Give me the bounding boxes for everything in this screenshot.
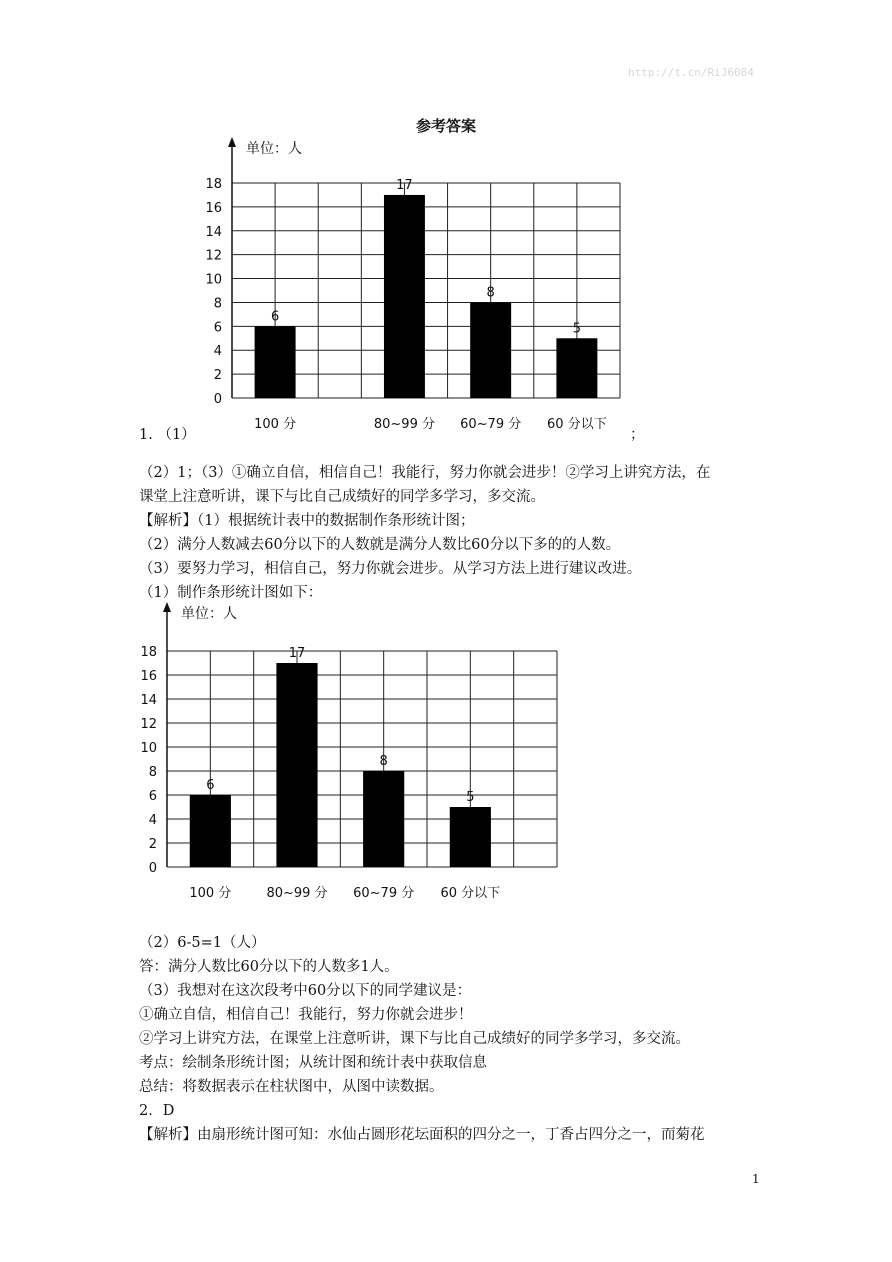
- analysis-line-4: （1）制作条形统计图如下：: [139, 585, 323, 601]
- category-label: 80~99 分: [373, 417, 435, 432]
- category-label: 100 分: [254, 417, 297, 432]
- y-tick-label: 0: [213, 392, 222, 407]
- bar: [255, 326, 296, 398]
- kaodian-line: 考点：绘制条形统计图；从统计图和统计表中获取信息: [139, 1055, 487, 1071]
- summary-line: 总结：将数据表示在柱状图中，从图中读数据。: [139, 1079, 444, 1095]
- solution-line-5: ②学习上讲究方法，在课堂上注意听讲，课下与比自己成绩好的同学多学习，多交流。: [139, 1031, 690, 1047]
- page-number: 1: [752, 1172, 760, 1186]
- y-tick-label: 4: [213, 344, 222, 360]
- analysis-line-1: 【解析】（1）根据统计表中的数据制作条形统计图；: [139, 513, 475, 529]
- q1-prefix: 1. （1）: [139, 427, 196, 443]
- y-tick-label: 14: [140, 693, 157, 708]
- y-tick-label: 10: [205, 272, 222, 288]
- y-tick-label: 18: [205, 177, 222, 192]
- category-label: 60~79 分: [353, 886, 415, 901]
- y-tick-label: 14: [205, 224, 222, 240]
- data-label: 17: [396, 177, 413, 193]
- unit-label: 单位：人: [246, 141, 302, 157]
- answer-line-1: （2）1；（3）①确立自信，相信自己！我能行，努力你就会进步！②学习上讲究方法，在: [139, 465, 711, 481]
- bar: [450, 807, 491, 867]
- solution-line-3: （3）我想对在这次段考中60分以下的同学建议是：: [139, 983, 472, 999]
- solution-line-2: 答：满分人数比60分以下的人数多1人。: [139, 959, 399, 975]
- bar: [470, 302, 511, 398]
- analysis-line-2: （2）满分人数减去60分以下的人数就是满分人数比60分以下多的的人数。: [139, 537, 621, 553]
- bar: [556, 338, 597, 398]
- y-tick-label: 2: [213, 368, 222, 384]
- bar-chart-1: [195, 135, 635, 435]
- y-tick-label: 6: [213, 320, 222, 336]
- category-label: 60 分以下: [440, 886, 501, 901]
- q1-suffix: ；: [630, 427, 645, 443]
- data-label: 6: [270, 309, 280, 325]
- y-tick-label: 0: [148, 861, 157, 876]
- bar: [276, 663, 317, 867]
- page-title: 参考答案: [415, 117, 476, 135]
- data-label: 5: [572, 321, 582, 337]
- category-label: 80~99 分: [266, 886, 328, 901]
- watermark: http://t.cn/RiJ6084: [628, 66, 754, 79]
- solution-line-1: （2）6-5=1（人）: [139, 935, 266, 951]
- bar: [384, 195, 425, 398]
- y-tick-label: 8: [148, 765, 157, 780]
- data-label: 6: [206, 778, 215, 793]
- analysis-line-3: （3）要努力学习，相信自己，努力你就会进步。从学习方法上进行建议改进。: [139, 561, 642, 577]
- y-tick-label: 6: [148, 789, 157, 804]
- y-tick-label: 18: [140, 645, 157, 660]
- y-tick-label: 16: [205, 200, 222, 216]
- bar: [190, 795, 231, 867]
- unit-label: 单位：人: [181, 606, 237, 622]
- q2-analysis: 【解析】由扇形统计图可知：水仙占圆形花坛面积的四分之一，丁香占四分之一，而菊花: [139, 1127, 705, 1143]
- category-label: 100 分: [189, 886, 232, 901]
- y-tick-label: 4: [148, 813, 157, 828]
- solution-line-4: ①确立自信，相信自己！我能行，努力你就会进步！: [139, 1007, 473, 1023]
- data-label: 8: [379, 754, 388, 769]
- category-label: 60 分以下: [547, 417, 607, 432]
- data-label: 17: [288, 646, 306, 661]
- y-tick-label: 2: [148, 837, 157, 852]
- data-label: 5: [466, 790, 475, 805]
- y-axis-arrow-icon: [228, 137, 236, 147]
- data-label: 8: [486, 285, 495, 301]
- answer-line-2: 课堂上注意听讲，课下与比自己成绩好的同学多学习，多交流。: [139, 489, 545, 505]
- y-axis-arrow-icon: [163, 602, 171, 612]
- q2-answer: 2．D: [139, 1103, 175, 1119]
- y-tick-label: 16: [140, 669, 157, 684]
- category-label: 60~79 分: [460, 417, 522, 432]
- y-tick-label: 10: [140, 741, 157, 756]
- y-tick-label: 8: [213, 296, 222, 312]
- bar: [363, 771, 404, 867]
- y-tick-label: 12: [140, 717, 157, 732]
- y-tick-label: 12: [205, 248, 222, 264]
- bar-chart-2: [135, 600, 575, 905]
